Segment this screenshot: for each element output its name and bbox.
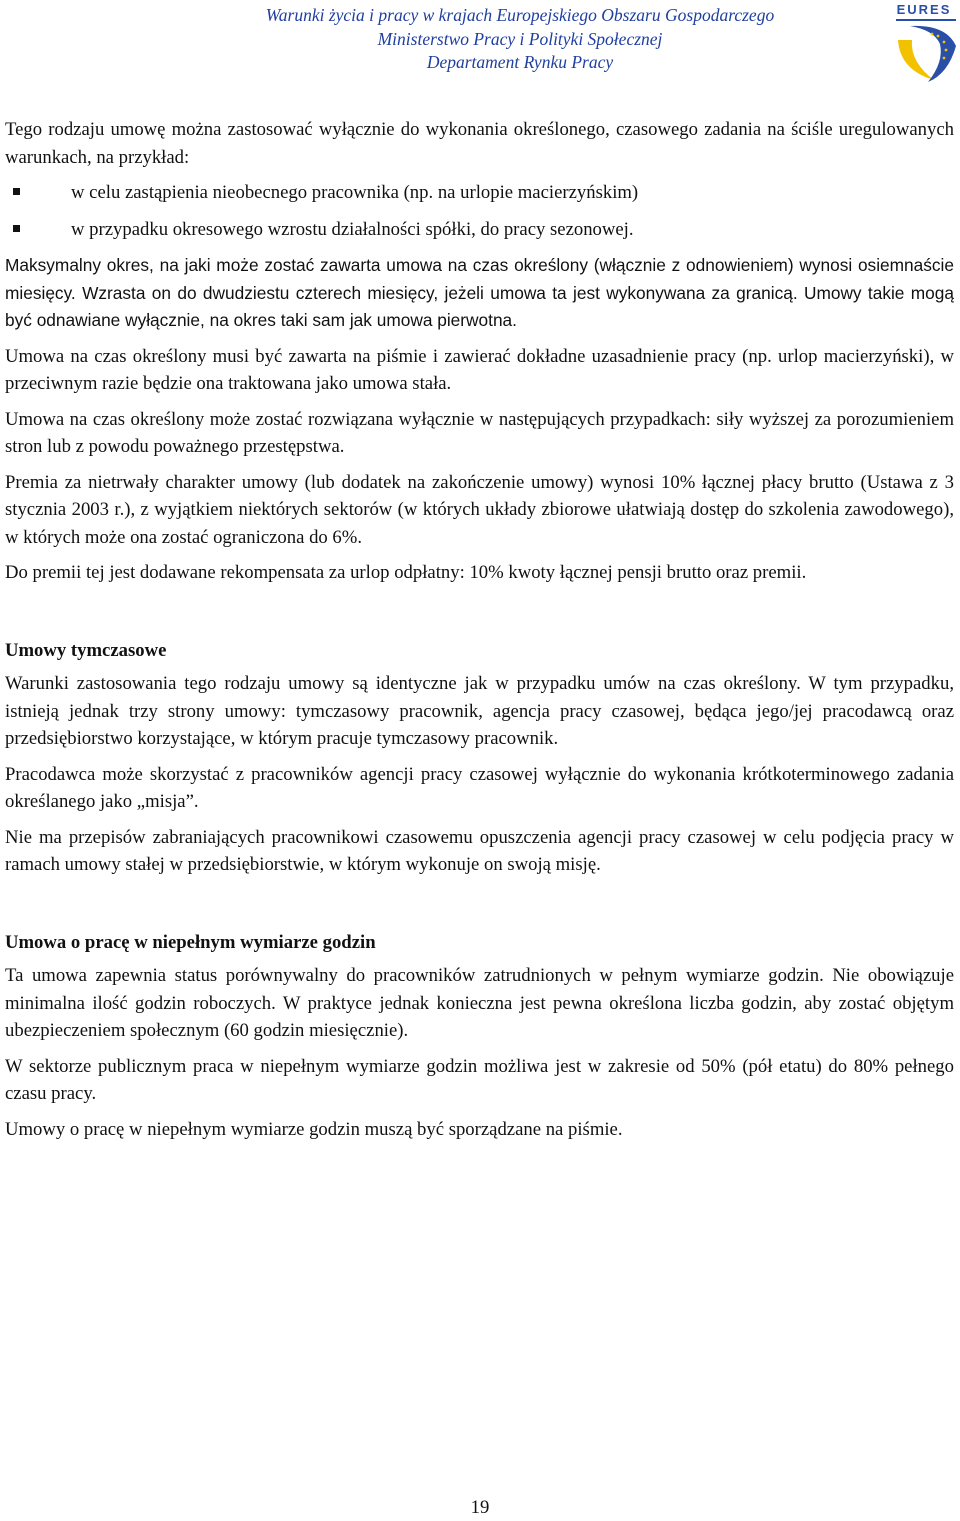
paragraph: W sektorze publicznym praca w niepełnym wymiarze godzin możliwa jest w zakresie od 50% (pół etatu) do 80% pełnego czasu pracy.: [5, 1055, 954, 1104]
header-ministry: Ministerstwo Pracy i Polityki Społecznej: [377, 28, 663, 49]
square-bullet-icon: [13, 225, 20, 232]
section-part-time: [5, 929, 954, 1144]
section-temporary: [5, 637, 954, 879]
section-heading: Umowa o pracę w niepełnym wymiarze godzin: [5, 931, 376, 953]
paragraph: Nie ma przepisów zabraniających pracownikowi czasowemu opuszczenia agencji pracy czasowej w celu podjęcia pracy w ramach umowy stałej w przedsiębiorstwie, w którym wykonuje on swoją misję.: [5, 826, 954, 875]
paragraph: Pracodawca może skorzystać z pracowników agencji pracy czasowej wyłącznie do wykonania krótkoterminowego zadania określanego jako „misja”.: [5, 763, 954, 812]
paragraph: Tego rodzaju umowę można zastosować wyłącznie do wykonania określonego, czasowego zadania na ściśle uregulowanych warunkach, na przykład:: [5, 119, 954, 168]
header-department: Departament Rynku Pracy: [426, 52, 614, 72]
paragraph: Maksymalny okres, na jaki może zostać zawarta umowa na czas określony (włącznie z odnowieniem) wynosi osiemnaście miesięcy. Wzrasta on do dwudziestu czterech miesięcy, jeżeli umowa ta jest wykonywana za granicą. Umowy takie mogą być odnawiane wyłącznie, na okres taki sam jak umowa pierwotna.: [5, 255, 954, 330]
header-title: Warunki życia i pracy w krajach Europejskiego Obszaru Gospodarczego: [265, 5, 775, 25]
paragraph: Umowa na czas określony może zostać rozwiązana wyłącznie w następujących przypadkach: siły wyższej za porozumieniem stron lub z powodu poważnego przestępstwa.: [5, 408, 954, 457]
paragraph: Premia za nietrwały charakter umowy (lub dodatek na zakończenie umowy) wynosi 10% łącznej płacy brutto (Ustawa z 3 stycznia 2003 r.), z wyjątkiem niektórych sektorów (w których układy zbiorowe ułatwiają dostęp do szkolenia zawodowego), w których może ona zostać ograniczona do 6%.: [5, 471, 954, 548]
page-header: [0, 0, 960, 80]
list-item-text: w przypadku okresowego wzrostu działalności spółki, do pracy sezonowej.: [71, 218, 634, 240]
paragraph: Umowy o pracę w niepełnym wymiarze godzin muszą być sporządzane na piśmie.: [5, 1118, 623, 1140]
paragraph: Warunki zastosowania tego rodzaju umowy są identyczne jak w przypadku umów na czas określony. W tym przypadku, istnieją jednak trzy strony umowy: tymczasowy pracownik, agencja pracy czasowej, będąca jego/jej pracodawcą oraz przedsiębiorstwo korzystające, w którym pracuje tymczasowy pracownik.: [5, 673, 954, 749]
list-item: [5, 179, 954, 207]
bullet-list: [5, 179, 954, 243]
document-body: [5, 116, 954, 1151]
eures-logo: [888, 0, 960, 86]
section-heading: Umowy tymczasowe: [5, 639, 167, 661]
paragraph: Do premii tej jest dodawane rekompensata za urlop odpłatny: 10% kwoty łącznej pensji brutto oraz premii.: [5, 562, 807, 583]
list-item-text: w celu zastąpienia nieobecnego pracownika (np. na urlopie macierzyńskim): [71, 182, 639, 203]
list-item: [5, 216, 954, 244]
paragraph: Umowa na czas określony musi być zawarta na piśmie i zawierać dokładne uzasadnienie pracy (np. urlop macierzyński), w przeciwnym razie będzie ona traktowana jako umowa stała.: [5, 345, 954, 394]
square-bullet-icon: [13, 188, 20, 195]
svg-text:EURES: EURES: [896, 2, 952, 17]
header-text: [140, 4, 900, 75]
page-number: 19: [470, 1497, 490, 1518]
paragraph: Ta umowa zapewnia status porównywalny do pracowników zatrudnionych w pełnym wymiarze godzin. Nie obowiązuje minimalna ilość godzin roboczych. W praktyce jednak konieczna jest pewna określona liczba godzin, aby zostać objętym ubezpieczeniem społecznym (60 godzin miesięcznie).: [5, 965, 954, 1041]
